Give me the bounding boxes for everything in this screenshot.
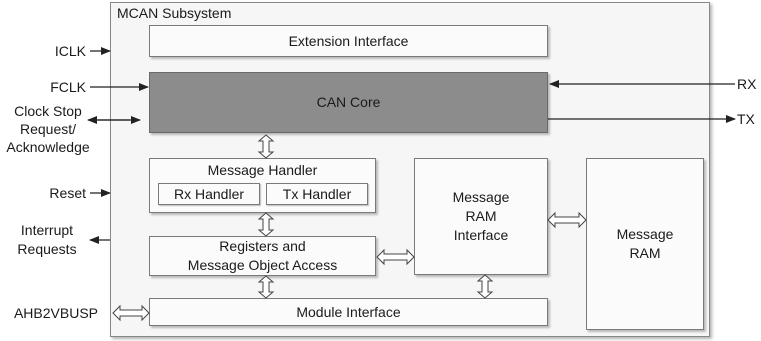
fclk-label: FCLK — [50, 79, 86, 95]
interrupt-label-line1: Interrupt — [20, 222, 74, 238]
clock-stop-label-line1: Clock Stop — [14, 103, 82, 119]
clock-stop-label — [0, 102, 96, 156]
clock-stop-label-line3: Acknowledge — [6, 139, 90, 155]
interrupt-label-line2: Requests — [17, 241, 77, 257]
extension-interface-label: Extension Interface — [288, 32, 409, 49]
tx-handler-label: Tx Handler — [282, 185, 352, 202]
rx-label: RX — [737, 76, 757, 92]
rx-handler-label: Rx Handler — [173, 185, 245, 202]
module-interface-label: Module Interface — [296, 303, 401, 320]
registers-label-line2: Message Object Access — [187, 257, 338, 273]
can-core-label: CAN Core — [316, 94, 381, 110]
ram-interface-label-line2: RAM — [465, 208, 497, 224]
bus-arrows-horizontal — [113, 213, 586, 320]
subsystem-title: MCAN Subsystem — [117, 5, 232, 21]
message-handler-label: Message Handler — [207, 162, 318, 178]
registers-label-line1: Registers and — [219, 238, 306, 254]
iclk-label: ICLK — [54, 43, 86, 59]
bus-arrows-vertical — [259, 135, 492, 298]
ahb2vbusp-label: AHB2VBUSP — [13, 305, 99, 321]
reset-label: Reset — [49, 185, 86, 201]
clock-stop-label-line2: Request/ — [19, 121, 77, 137]
message-ram-label-line1: Message — [616, 226, 674, 242]
ram-interface-label-line1: Message — [452, 189, 510, 205]
interrupt-label — [4, 221, 90, 259]
message-ram-label-line2: RAM — [629, 245, 661, 261]
ram-interface-label-line3: Interface — [453, 227, 509, 243]
tx-label: TX — [737, 111, 755, 127]
